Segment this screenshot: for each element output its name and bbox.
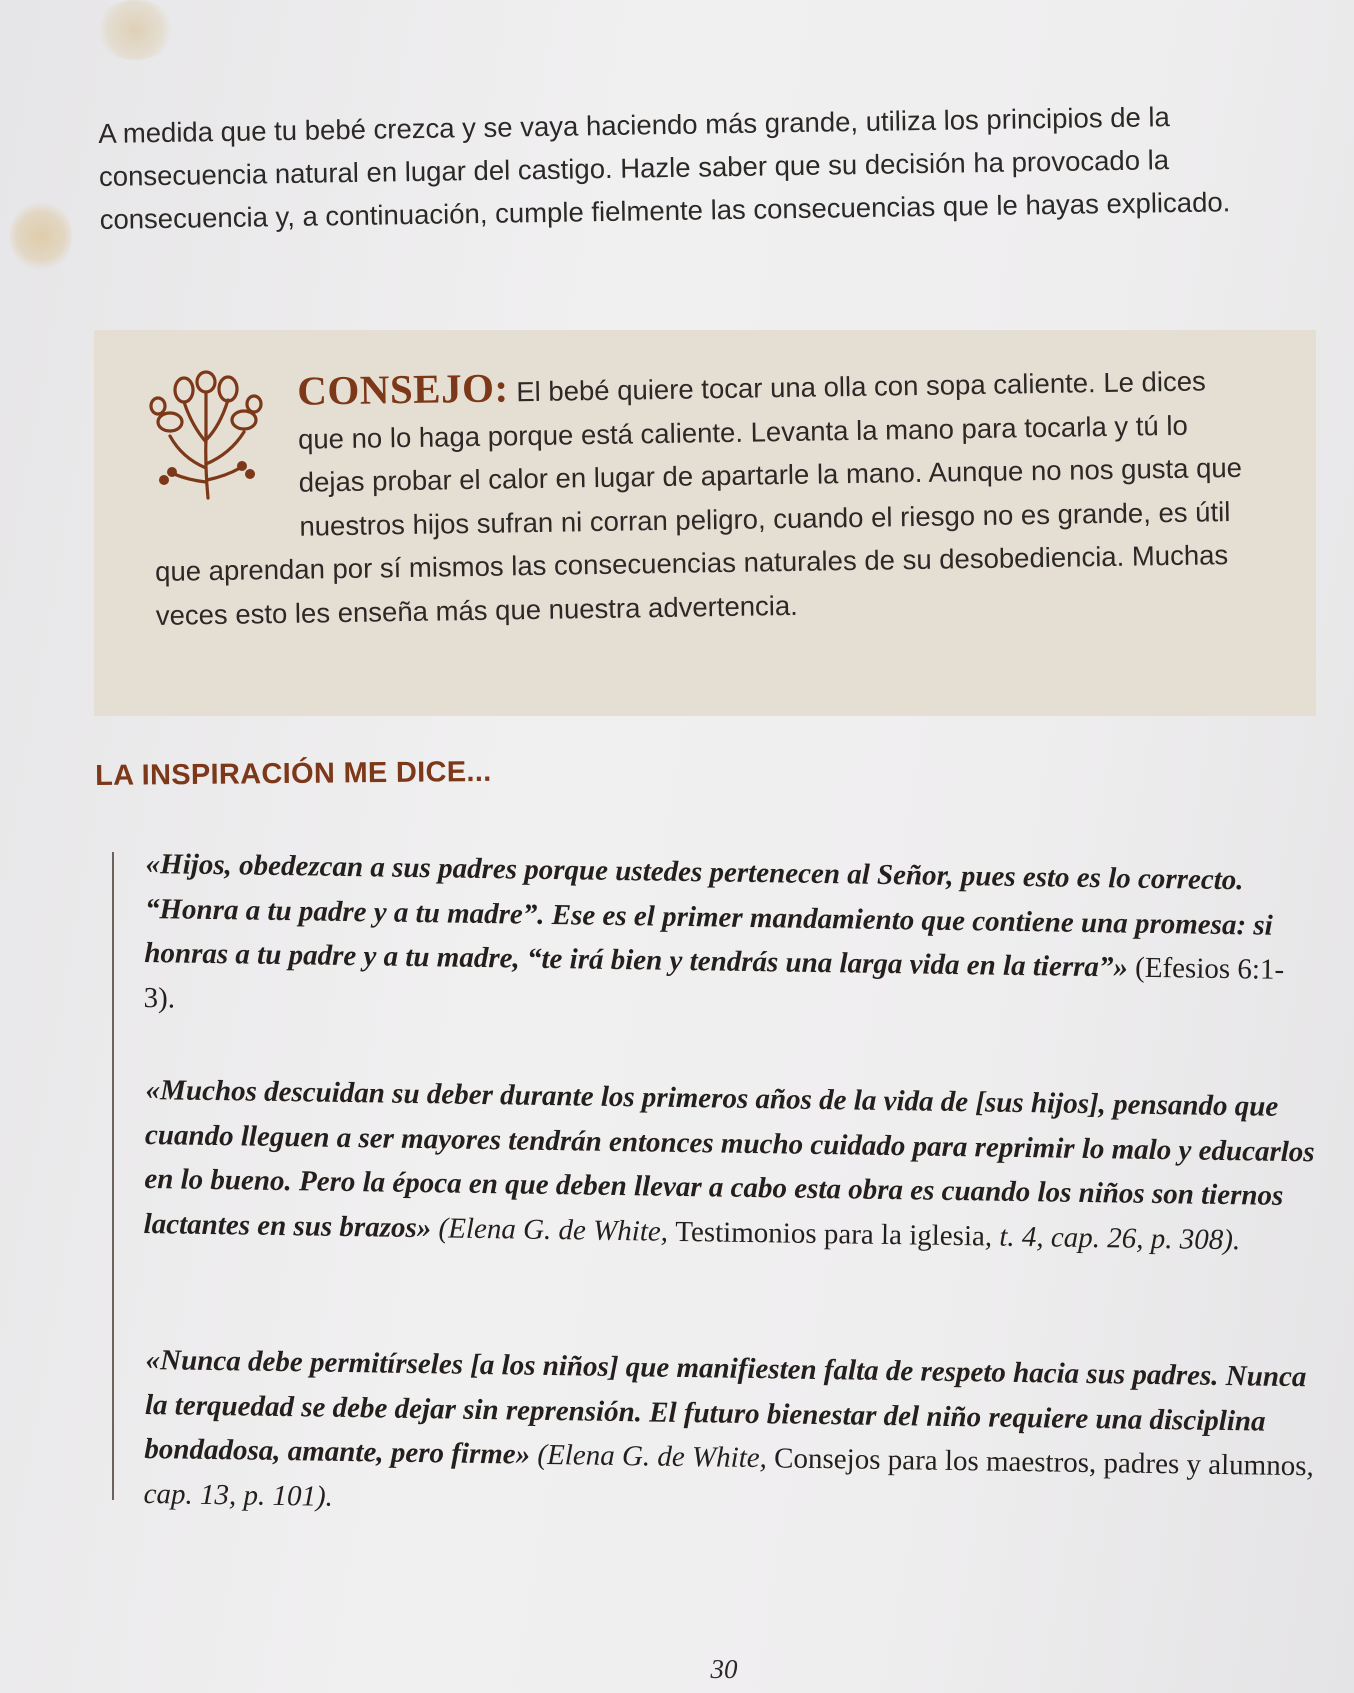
coffee-stain [95,0,175,60]
quote-consejos [143,1338,1316,1533]
quote-text: «Muchos descuidan su deber durante los primeros años de la vida de [sus hijos], pensando que cuando lleguen a ser mayores tendrán entonces mucho cuidado para reprimir lo malo y educarlos en lo bueno. Pero la época en que deben llevar a cabo esta obra es cuando los niños son tiernos lactantes en sus brazos» [143,1073,1315,1244]
quote-testimonios [143,1068,1316,1263]
quote-rule [112,852,114,1500]
tip-paragraph [152,355,1246,637]
quote-citation-work: Testimonios para la iglesia [675,1215,986,1252]
quote-citation-ref: , cap. 13, p. 101). [143,1450,1314,1513]
quote-citation-ref: , t. 4, cap. 26, p. 308). [984,1219,1241,1256]
quote-citation-author: (Elena G. de White, [529,1438,775,1475]
quote-ephesians [143,842,1316,1037]
quote-text: «Hijos, obedezcan a sus padres porque ustedes pertenecen al Señor, pues esto es lo correcto. “Honra a tu padre y a tu madre”. Ese es el primer mandamiento que contiene una promesa: si honras a tu padre y a tu madre, “te irá bien y tendrás una larga vida en la tierra”» [144,847,1273,984]
quote-citation: (Efesios 6:1-3). [143,951,1285,1014]
tip-body: El bebé quiere tocar una olla con sopa caliente. Le dices que no lo haga porque está caliente. Levanta la mano para tocarla y tú lo dejas probar el calor en lugar de apartarle la mano. Aunque no nos gusta que nuestros hijos sufran ni corran peligro, cuando el riesgo no es grande, es útil que aprendan por sí mismos las consecuencias naturales de su desobediencia. Muchas veces esto les enseña más que nuestra advertencia. [154,365,1243,631]
intro-paragraph: A medida que tu bebé crezca y se vaya haciendo más grande, utiliza los principios de la consecuencia natural en lugar del castigo. Hazle saber que su decisión ha provocado la consecuencia y, a continuación, cumple fielmente las consecuencias que le hayas explicado. [98,101,1231,235]
tip-label: CONSEJO: [296,364,509,414]
inspiration-heading: LA INSPIRACIÓN ME DICE... [95,755,492,792]
quote-citation-work: Consejos para los maestros, padres y alumnos [773,1442,1307,1483]
quote-citation-author: (Elena G. de White, [431,1211,676,1248]
quote-text: «Nunca debe permitírseles [a los niños] que manifiesten falta de respeto hacia sus padres. Nunca la terquedad se debe dejar sin reprensión. El futuro bienestar del niño requiere una disciplina bondadosa, amante, pero firme» [144,1343,1307,1471]
page-number: 30 [710,1654,738,1684]
coffee-stain [10,200,72,272]
